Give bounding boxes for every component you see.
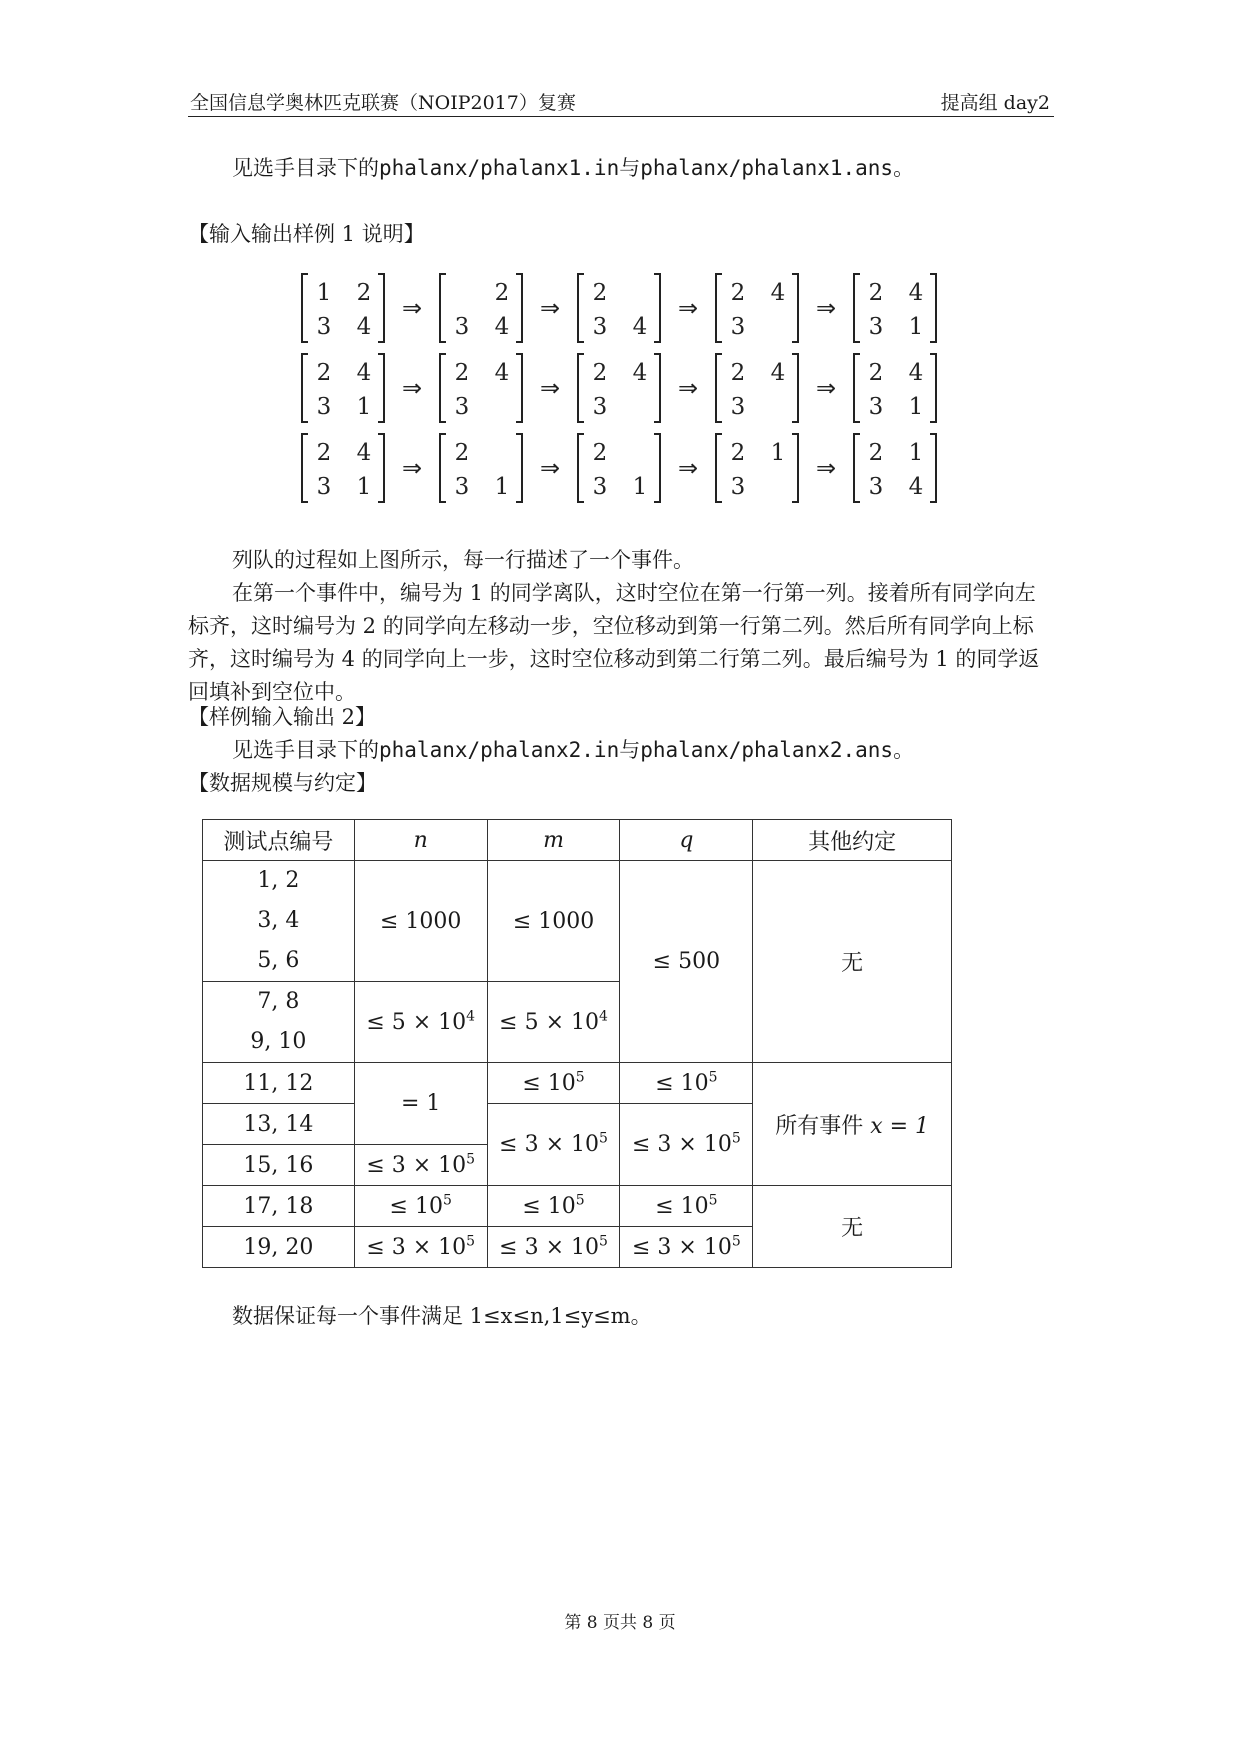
value-base: ≤ 3 × 10 xyxy=(632,1132,732,1157)
matrix-left-bracket xyxy=(302,274,308,342)
matrix-cell: 3 xyxy=(592,474,608,500)
cell-tests-11-12: 11, 12 xyxy=(203,1063,355,1104)
sample2-mid: 与 xyxy=(619,738,641,762)
value-exponent: 5 xyxy=(708,1069,718,1086)
matrix-cell: 2 xyxy=(316,440,332,466)
value-exponent: 5 xyxy=(731,1130,741,1147)
matrix-left-bracket xyxy=(302,354,308,422)
matrix-cell: 3 xyxy=(868,394,884,420)
matrix-right-bracket xyxy=(792,274,798,342)
cell-n-eq1: = 1 xyxy=(354,1063,487,1145)
cell-m-le1e5 xyxy=(487,1186,620,1227)
matrix-cell: 3 xyxy=(730,474,746,500)
cell-other-all-events xyxy=(753,1063,952,1186)
sample2-prefix: 见选手目录下的 xyxy=(232,738,379,762)
limits-table xyxy=(202,819,952,1268)
table-row xyxy=(203,1186,952,1227)
sample1-reference xyxy=(232,152,914,185)
cell-m-le1000: ≤ 1000 xyxy=(487,861,620,982)
table-row xyxy=(203,861,952,982)
cell-other-none: 无 xyxy=(753,1186,952,1268)
value-exponent: 5 xyxy=(466,1151,476,1168)
matrix-right-bracket xyxy=(654,274,660,342)
table-row xyxy=(203,1063,952,1104)
value-base: ≤ 5 × 10 xyxy=(366,1009,467,1035)
matrix-cell: 2 xyxy=(730,280,746,306)
transition-arrow: ⇒ xyxy=(401,374,423,402)
value-exponent: 5 xyxy=(575,1192,585,1209)
value-base: ≤ 10 xyxy=(389,1193,443,1219)
transition-arrow: ⇒ xyxy=(815,294,837,322)
matrix-left-bracket xyxy=(440,434,446,502)
matrix-cell: 1 xyxy=(356,474,372,500)
value-exponent: 4 xyxy=(599,1008,608,1025)
matrix-cell: 2 xyxy=(868,280,884,306)
sample2-suffix: 。 xyxy=(893,738,915,762)
matrix-right-bracket xyxy=(516,354,522,422)
cell-m-le1e5 xyxy=(487,1063,620,1104)
matrix-cell: 4 xyxy=(356,440,372,466)
matrix-cell: 1 xyxy=(494,474,510,500)
matrix-cell: 2 xyxy=(868,360,884,386)
value-exponent: 4 xyxy=(466,1008,476,1025)
value-base: ≤ 10 xyxy=(655,1193,709,1219)
cell-n-le3e5 xyxy=(354,1227,487,1268)
matrix-cell: 4 xyxy=(908,280,924,306)
matrix-cell: 3 xyxy=(454,474,470,500)
matrix-left-bracket xyxy=(578,274,584,342)
matrix-left-bracket xyxy=(440,354,446,422)
cell-m-le3e5 xyxy=(487,1227,620,1268)
matrix-cell: 3 xyxy=(592,314,608,340)
cell-tests-13-14: 13, 14 xyxy=(203,1104,355,1145)
matrix-cell: 3 xyxy=(316,474,332,500)
cell-q-le1e5 xyxy=(620,1186,753,1227)
cell-tests-17-18: 17, 18 xyxy=(203,1186,355,1227)
matrix-right-bracket xyxy=(516,274,522,342)
value-exponent: 5 xyxy=(575,1069,585,1086)
value-exponent: 5 xyxy=(466,1233,476,1250)
matrix-cell: 1 xyxy=(908,394,924,420)
matrix-left-bracket xyxy=(578,434,584,502)
matrix-cell: 4 xyxy=(908,474,924,500)
matrix-right-bracket xyxy=(654,434,660,502)
transition-arrow: ⇒ xyxy=(401,454,423,482)
sample1-title: 【输入输出样例 1 说明】 xyxy=(188,222,425,246)
matrix-cell: 2 xyxy=(356,280,372,306)
cell-q-le3e5 xyxy=(620,1227,753,1268)
matrix-right-bracket xyxy=(516,434,522,502)
value-base: ≤ 3 × 10 xyxy=(366,1152,467,1178)
test-id: 1, 2 xyxy=(257,868,300,893)
matrix-cell: 1 xyxy=(316,280,332,306)
matrix-cell: 4 xyxy=(356,360,372,386)
matrix-cell: 1 xyxy=(908,314,924,340)
cell-tests-1-6 xyxy=(203,861,355,982)
matrix-cell: 1 xyxy=(356,394,372,420)
explanation-p1: 列队的过程如上图所示，每一行描述了一个事件。 xyxy=(232,548,694,572)
value-base: ≤ 3 × 10 xyxy=(366,1234,467,1260)
matrix-cell: 3 xyxy=(868,314,884,340)
value-base: ≤ 3 × 10 xyxy=(499,1132,599,1157)
transition-arrow: ⇒ xyxy=(677,294,699,322)
value-exponent: 5 xyxy=(708,1192,718,1209)
value-base: ≤ 3 × 10 xyxy=(499,1234,599,1260)
matrix-cell: 1 xyxy=(908,440,924,466)
sample2-reference xyxy=(232,734,914,767)
cell-m-le5e4 xyxy=(487,982,620,1063)
cell-tests-7-10 xyxy=(203,982,355,1063)
value-exponent: 5 xyxy=(599,1233,608,1250)
matrix-right-bracket xyxy=(654,354,660,422)
matrix-cell: 2 xyxy=(592,280,608,306)
transition-arrow: ⇒ xyxy=(677,374,699,402)
matrix-left-bracket xyxy=(716,434,722,502)
header-n: n xyxy=(354,820,487,861)
transition-arrow: ⇒ xyxy=(539,294,561,322)
value-exponent: 5 xyxy=(731,1233,741,1250)
explanation-p2: 在第一个事件中，编号为 1 的同学离队，这时空位在第一行第一列。接着所有同学向左标齐，这时编号为 2 的同学向左移动一步，空位移动到第一行第二列。然后所有同学向上标齐，这时编号为 4 的同学向上一步，这时空位移动到第二行第二列。最后编号为 1 的同学返回填补到空位中。 xyxy=(188,581,1040,704)
matrix-left-bracket xyxy=(716,274,722,342)
matrix-cell: 2 xyxy=(868,440,884,466)
header-rule xyxy=(188,116,1054,117)
header-group: 提高组 day2 xyxy=(940,92,1050,114)
guarantee-text: 数据保证每一个事件满足 1≤x≤n,1≤y≤m。 xyxy=(232,1304,652,1328)
value-base: ≤ 10 xyxy=(522,1193,576,1219)
sample1-mid: 与 xyxy=(619,156,641,180)
cell-n-le1000: ≤ 1000 xyxy=(354,861,487,982)
matrix-left-bracket xyxy=(440,274,446,342)
matrix-cell: 4 xyxy=(770,360,786,386)
value-base: ≤ 5 × 10 xyxy=(499,1009,599,1035)
table-header-row xyxy=(203,820,952,861)
transition-arrow: ⇒ xyxy=(677,454,699,482)
sample1-prefix: 见选手目录下的 xyxy=(232,156,379,180)
test-id: 5, 6 xyxy=(257,948,300,973)
cell-other-none: 无 xyxy=(753,861,952,1063)
x-eq-1: x = 1 xyxy=(870,1113,930,1139)
matrix-cell: 4 xyxy=(908,360,924,386)
transition-arrow: ⇒ xyxy=(539,454,561,482)
matrix-left-bracket xyxy=(854,274,860,342)
matrix-cell: 2 xyxy=(592,360,608,386)
matrix-cell: 3 xyxy=(868,474,884,500)
matrix-cell: 2 xyxy=(592,440,608,466)
cell-tests-15-16: 15, 16 xyxy=(203,1145,355,1186)
matrix-cell: 2 xyxy=(730,440,746,466)
all-events-text: 所有事件 xyxy=(775,1113,871,1139)
matrix-cell: 4 xyxy=(494,360,510,386)
test-id: 9, 10 xyxy=(250,1029,307,1054)
matrix-right-bracket xyxy=(930,274,936,342)
matrix-cell: 4 xyxy=(632,314,648,340)
value-base: ≤ 3 × 10 xyxy=(632,1234,732,1260)
sample1-in-file: phalanx/phalanx1.in xyxy=(379,156,620,180)
sample1-suffix: 。 xyxy=(893,156,915,180)
cell-q-le1e5 xyxy=(620,1063,753,1104)
cell-n-le3e5 xyxy=(354,1145,487,1186)
matrix-cell: 2 xyxy=(454,360,470,386)
matrix-cell: 3 xyxy=(730,394,746,420)
matrix-left-bracket xyxy=(578,354,584,422)
matrix-cell: 3 xyxy=(730,314,746,340)
matrix-cell: 4 xyxy=(494,314,510,340)
value-base: ≤ 10 xyxy=(522,1070,576,1096)
matrix-diagram xyxy=(300,270,950,510)
matrix-right-bracket xyxy=(792,434,798,502)
value-exponent: 5 xyxy=(599,1130,608,1147)
matrix-left-bracket xyxy=(854,434,860,502)
matrix-cell: 3 xyxy=(592,394,608,420)
matrix-cell: 4 xyxy=(770,280,786,306)
matrix-cell: 3 xyxy=(316,394,332,420)
matrix-left-bracket xyxy=(854,354,860,422)
cell-n-le1e5 xyxy=(354,1186,487,1227)
matrix-cell: 1 xyxy=(632,474,648,500)
matrix-cell: 2 xyxy=(316,360,332,386)
matrix-cell: 3 xyxy=(316,314,332,340)
matrix-right-bracket xyxy=(930,434,936,502)
cell-q-le3e5 xyxy=(620,1104,753,1186)
matrix-right-bracket xyxy=(378,274,384,342)
matrix-cell: 2 xyxy=(454,440,470,466)
sample2-in-file: phalanx/phalanx2.in xyxy=(379,738,620,762)
cell-tests-19-20: 19, 20 xyxy=(203,1227,355,1268)
matrix-svg xyxy=(300,270,950,510)
transition-arrow: ⇒ xyxy=(815,454,837,482)
matrix-right-bracket xyxy=(378,354,384,422)
matrix-right-bracket xyxy=(378,434,384,502)
header-testcase: 测试点编号 xyxy=(203,820,355,861)
matrix-cell: 1 xyxy=(770,440,786,466)
matrix-cell: 4 xyxy=(356,314,372,340)
transition-arrow: ⇒ xyxy=(539,374,561,402)
cell-n-le5e4 xyxy=(354,982,487,1063)
header-m: m xyxy=(487,820,620,861)
matrix-cell: 3 xyxy=(454,314,470,340)
header-q: q xyxy=(620,820,753,861)
header-other: 其他约定 xyxy=(753,820,952,861)
matrix-cell: 3 xyxy=(454,394,470,420)
sample1-ans-file: phalanx/phalanx1.ans xyxy=(640,156,894,180)
transition-arrow: ⇒ xyxy=(815,374,837,402)
page-footer: 第 8 页共 8 页 xyxy=(564,1613,676,1633)
matrix-cell: 4 xyxy=(632,360,648,386)
sample2-ans-file: phalanx/phalanx2.ans xyxy=(640,738,894,762)
matrix-left-bracket xyxy=(302,434,308,502)
value-exponent: 5 xyxy=(442,1192,452,1209)
cell-q-le500: ≤ 500 xyxy=(620,861,753,1063)
matrix-left-bracket xyxy=(716,354,722,422)
matrix-right-bracket xyxy=(930,354,936,422)
matrix-cell: 2 xyxy=(494,280,510,306)
matrix-right-bracket xyxy=(792,354,798,422)
cell-m-le3e5 xyxy=(487,1104,620,1186)
value-base: ≤ 10 xyxy=(655,1070,709,1096)
sample2-title: 【样例输入输出 2】 xyxy=(188,705,377,729)
transition-arrow: ⇒ xyxy=(401,294,423,322)
limits-title: 【数据规模与约定】 xyxy=(188,771,377,795)
matrix-cell: 2 xyxy=(730,360,746,386)
explanation xyxy=(188,544,1054,709)
test-id: 3, 4 xyxy=(257,908,300,933)
header-title: 全国信息学奥林匹克联赛（NOIP2017）复赛 xyxy=(190,92,576,114)
test-id: 7, 8 xyxy=(257,989,300,1014)
